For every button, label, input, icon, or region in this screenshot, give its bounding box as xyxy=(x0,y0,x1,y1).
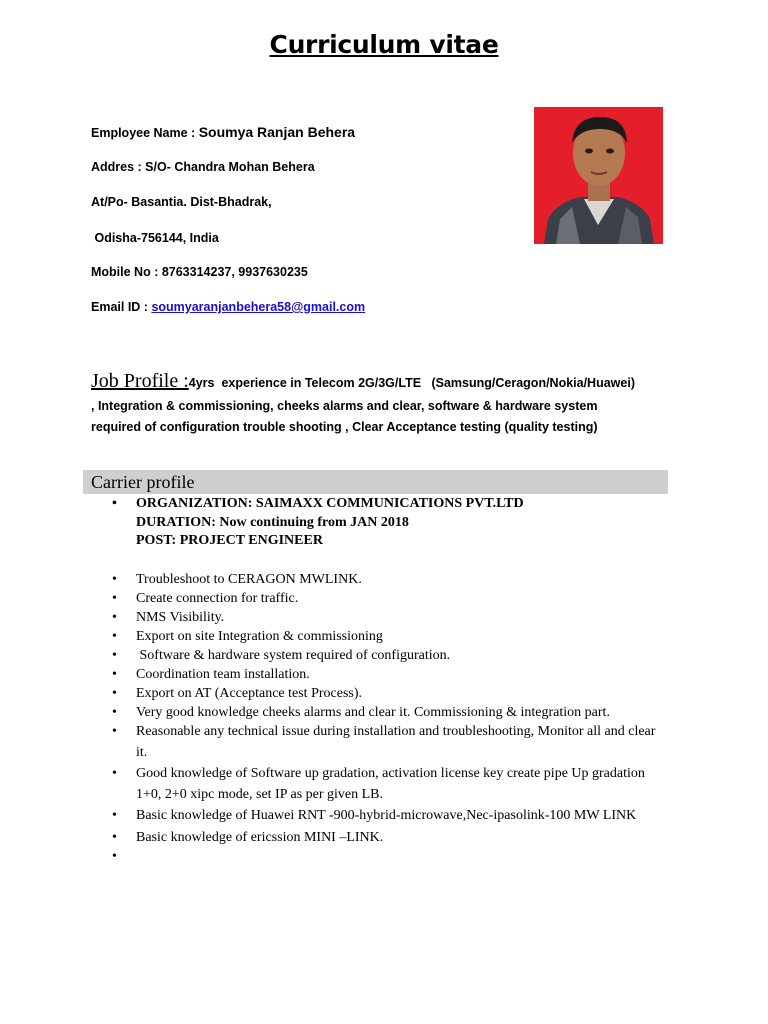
duties-list xyxy=(108,570,668,868)
employee-name-row xyxy=(91,124,355,140)
profile-photo xyxy=(534,107,663,244)
carrier-profile-heading xyxy=(83,470,668,494)
organization-post: POST: PROJECT ENGINEER xyxy=(136,533,323,548)
list-item: • Troubleshoot to CERAGON MWLINK. xyxy=(112,572,362,587)
employee-name-label: Employee Name : xyxy=(91,126,199,140)
mobile-number: Mobile No : 8763314237, 9937630235 xyxy=(91,265,308,279)
list-item: • Good knowledge of Software up gradation, activation license key create pipe Up gradation 1+0, 2+0 xipc mode, set IP as per given LB. xyxy=(112,766,645,802)
email-row xyxy=(91,300,365,314)
bullet-icon: • xyxy=(112,705,117,720)
bullet-icon: • xyxy=(112,667,117,682)
list-item: • NMS Visibility. xyxy=(112,610,225,625)
bullet-icon: • xyxy=(112,610,117,625)
address-line-3: Odisha-756144, India xyxy=(91,231,219,245)
carrier-profile-heading-text: Carrier profile xyxy=(91,472,195,492)
bullet-icon: • xyxy=(112,572,117,587)
job-profile-text-1: 4yrs experience in Telecom 2G/3G/LTE (Samsung/Ceragon/Nokia/Huawei) xyxy=(188,376,635,390)
bullet-icon: • xyxy=(112,629,117,644)
job-profile-text-2: , Integration & commissioning, cheeks alarms and clear, software & hardware system xyxy=(91,399,598,413)
bullet-icon: • xyxy=(112,648,117,663)
address-line-1: Addres : S/O- Chandra Mohan Behera xyxy=(91,160,315,174)
bullet-icon: • xyxy=(112,496,117,511)
email-label: Email ID : xyxy=(91,300,152,314)
list-item: • Export on AT (Acceptance test Process). xyxy=(112,686,363,701)
list-item: • Export on site Integration & commissioning xyxy=(112,629,383,644)
list-item: • Basic knowledge of Huawei RNT -900-hybrid-microwave,Nec-ipasolink-100 MW LINK xyxy=(108,806,668,827)
job-profile xyxy=(91,366,691,438)
bullet-icon: • xyxy=(112,686,117,701)
address-line-2: At/Po- Basantia. Dist-Bhadrak, xyxy=(91,195,272,209)
list-item: • Software & hardware system required of configuration. xyxy=(112,648,451,663)
job-profile-text-3: required of configuration trouble shooting , Clear Acceptance testing (quality testing) xyxy=(91,420,598,434)
list-item: • Very good knowledge cheeks alarms and clear it. Commissioning & integration part. xyxy=(112,705,610,720)
list-item: • Coordination team installation. xyxy=(112,667,310,682)
list-item: • Basic knowledge of ericssion MINI –LINK. xyxy=(112,829,384,845)
organization-item xyxy=(108,495,668,551)
bullet-icon: • xyxy=(112,808,117,823)
organization-name: ORGANIZATION: SAIMAXX COMMUNICATIONS PVT.LTD xyxy=(136,496,524,511)
employee-name: Soumya Ranjan Behera xyxy=(198,124,356,140)
list-item: • Create connection for traffic. xyxy=(112,591,299,606)
list-item-empty xyxy=(108,847,668,868)
email-link[interactable]: soumyaranjanbehera58@gmail.com xyxy=(151,300,366,314)
bullet-icon: • xyxy=(112,724,117,739)
page-title: Curriculum vitae xyxy=(269,30,499,59)
bullet-icon: • xyxy=(112,829,117,845)
organization-list xyxy=(108,495,668,551)
bullet-icon: • xyxy=(112,848,117,864)
job-profile-first-line xyxy=(91,366,691,396)
list-item: • Reasonable any technical issue during installation and troubleshooting, Monitor all and clear it. xyxy=(112,724,656,760)
bullet-icon: • xyxy=(112,591,117,606)
bullet-icon: • xyxy=(112,766,117,781)
organization-duration: DURATION: Now continuing from JAN 2018 xyxy=(136,514,409,530)
person-photo-icon xyxy=(534,107,663,244)
job-profile-label: Job Profile : xyxy=(91,370,189,392)
